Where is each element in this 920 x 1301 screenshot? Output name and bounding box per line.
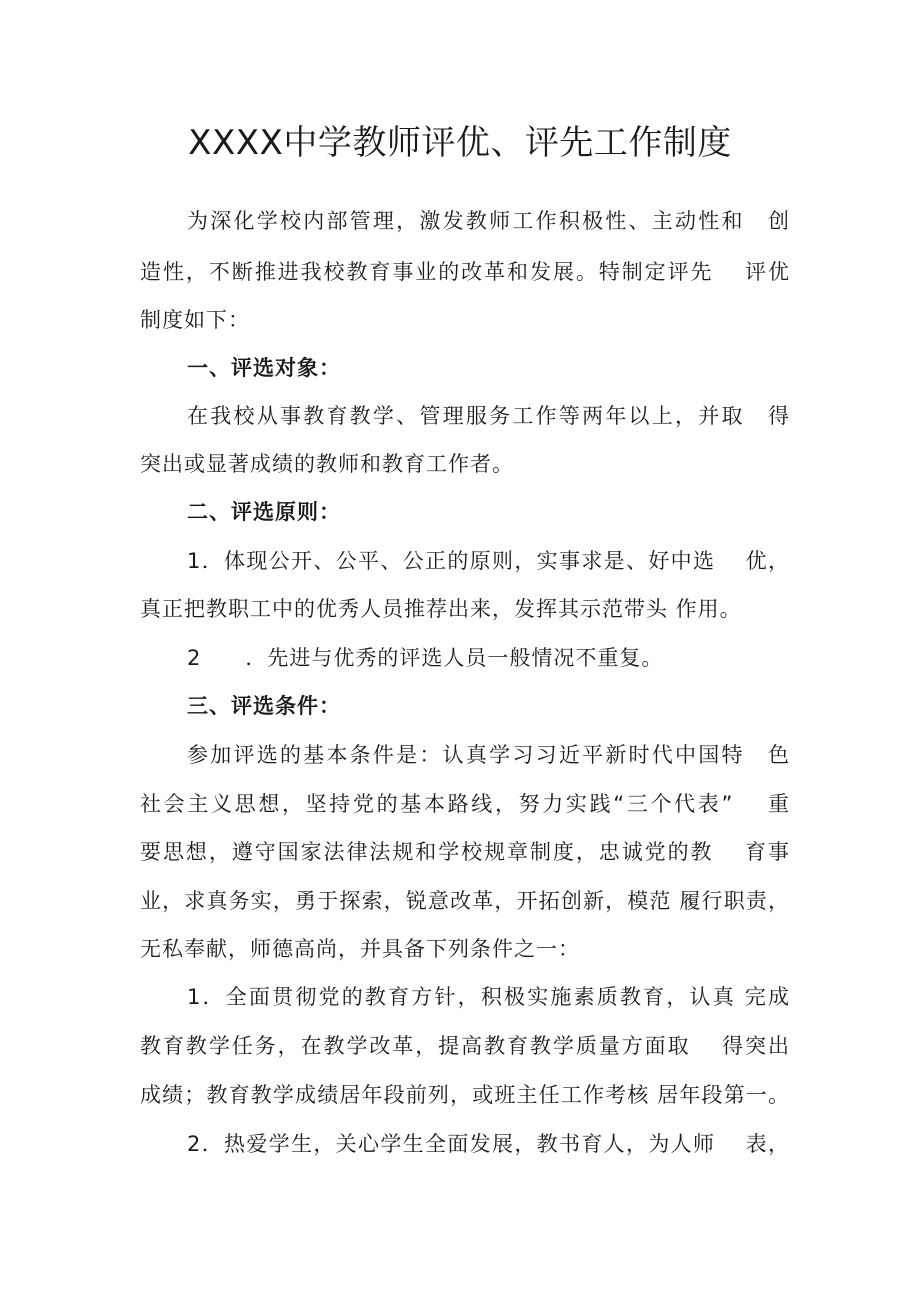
document-title: XXXX中学教师评优、评先工作制度 [188,123,732,163]
section-heading: 一、评选对象： [187,356,341,380]
paragraph-line: 制度如下： [140,308,250,332]
paragraph-line: 教育教学任务，在教学改革，提高教育教学质量方面取 得突出 [140,1034,790,1058]
paragraph-line: 1．体现公开、公平、公正的原则，实事求是、好中选 优， [187,549,790,573]
paragraph-line: 突出或显著成绩的教师和教育工作者。 [140,452,514,476]
paragraph-line: 社会主义思想，坚持党的基本路线，努力实践“三个代表” 重 [140,792,790,816]
paragraph-line: 业，求真务实，勇于探索，锐意改革，开拓创新，模范 履行职责， [140,889,790,913]
paragraph-line: 为深化学校内部管理，激发教师工作积极性、主动性和 创 [187,209,790,233]
paragraph-line: 参加评选的基本条件是：认真学习习近平新时代中国特 色 [187,743,790,767]
paragraph-line: 造性，不断推进我校教育事业的改革和发展。特制定评先 评优 [140,260,790,284]
section-heading: 二、评选原则： [187,500,341,524]
paragraph-line: 成绩；教育教学成绩居年段前列，或班主任工作考核 居年段第一。 [140,1083,790,1107]
paragraph-line: 真正把教职工中的优秀人员推荐出来，发挥其示范带头 作用。 [140,597,742,621]
paragraph-line: 要思想，遵守国家法律法规和学校规章制度，忠诚党的教 育事 [140,840,790,864]
paragraph-line: 在我校从事教育教学、管理服务工作等两年以上，并取 得 [187,404,790,428]
paragraph-line: 2．热爱学生，关心学生全面发展，教书育人，为人师 表， [187,1132,790,1156]
paragraph-line: 1．全面贯彻党的教育方针，积极实施素质教育，认真 完成 [187,985,790,1009]
paragraph-line: 无私奉献，师德高尚，并具备下列条件之一： [140,937,580,961]
paragraph-line: 2 ．先进与优秀的评选人员一般情况不重复。 [187,646,664,670]
section-heading: 三、评选条件： [187,694,341,718]
